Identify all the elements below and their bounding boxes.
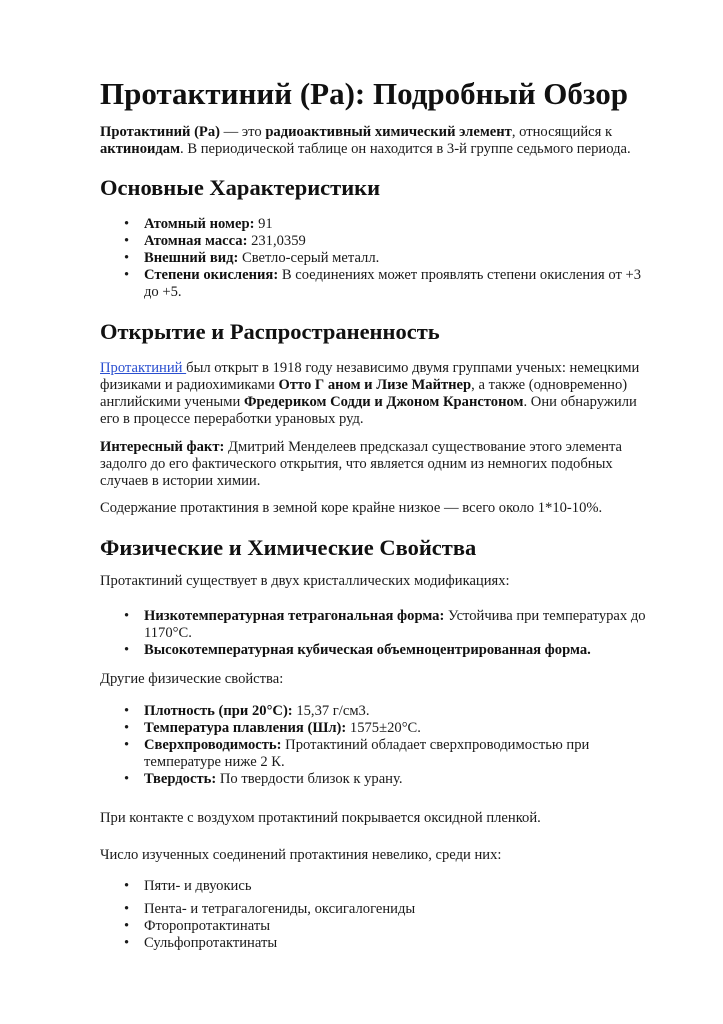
section-heading: Основные Характеристики [100,175,381,200]
list-item [120,703,650,720]
compounds-list [120,878,650,952]
bold-text: Отто Г аном и Лизе Майтнер [278,377,472,393]
list-item [120,233,650,250]
list-item [120,642,650,659]
paragraph: Другие физические свойства: [100,671,284,687]
text: . Они обнаружили его в процессе переработки урановых руд. [100,394,637,427]
characteristics-list [120,216,650,301]
list-item: • Пента- и тетрагалогениды, оксигалогениды [120,901,650,918]
list-item: • Сульфопротактинаты [120,935,650,952]
list-item: • Фторопротактинаты [120,918,650,935]
item-text: 15,37 г/см3. [292,703,370,719]
item-label: Низкотемпературная тетрагональная форма: [144,608,445,624]
list-item [120,267,650,301]
discovery-paragraph [100,360,648,428]
item-label: Температура плавления (Шл): [144,720,347,736]
intro-paragraph [100,124,648,158]
list-item [120,608,650,642]
item-text: 231,0359 [247,233,306,249]
item-text: 1575±20°C. [346,720,421,736]
page-title: Протактиний (Pa): Подробный Обзор [100,76,628,111]
list-item [120,250,650,267]
item-label: Плотность (при 20°C): [144,703,293,719]
list-item [120,720,650,737]
item-text: 91 [254,216,273,232]
section-heading: Открытие и Распространенность [100,319,440,344]
paragraph: Протактиний существует в двух кристаллических модификациях: [100,573,510,589]
bold-text: Фредериком Содди и Джоном Кранстоном [243,394,524,410]
paragraph: При контакте с воздухом протактиний покрывается оксидной пленкой. [100,810,541,826]
properties-list [120,703,650,788]
bold-text: актиноидам [100,141,181,157]
text: — это [220,124,266,140]
text: Дмитрий Менделеев предсказал существование этого элемента задолго до его фактического открытия, что является одним из немногих подобных случаев в истории химии. [100,439,622,489]
forms-list [120,608,650,659]
abundance-paragraph: Содержание протактиния в земной коре крайне низкое — всего около 1*10-10%. [100,500,603,516]
fact-paragraph [100,439,648,490]
bold-text: радиоактивный химический элемент [265,124,512,140]
item-text: Протактиний обладает сверхпроводимостью при температуре ниже 2 К. [144,737,590,770]
item-label: Сверхпроводимость: [144,737,282,753]
paragraph: Число изученных соединений протактиния невелико, среди них: [100,847,502,863]
item-text: Светло-серый металл. [238,250,380,266]
item-label: Внешний вид: [144,250,239,266]
section-heading: Физические и Химические Свойства [100,535,477,560]
list-item [120,771,650,788]
text: , относящийся к [511,124,613,140]
text: , а также (одновременно) английскими учеными [100,377,628,410]
item-label: Атомный номер: [144,216,255,232]
item-label: Высокотемпературная кубическая объемноцентрированная форма. [144,642,591,658]
list-item [120,737,650,771]
item-text: Устойчива при температурах до 1170°C. [144,608,646,641]
protactinium-link[interactable]: Протактиний [100,360,187,376]
text: был открыт в 1918 году независимо двумя группами ученых: немецкими физиками и радиохимиками [100,360,640,393]
list-item [120,216,650,233]
item-label: Атомная масса: [144,233,248,249]
item-label: Степени окисления: [144,267,279,283]
bold-text: Протактиний (Pa) [100,124,221,140]
item-text: По твердости близок к урану. [216,771,403,787]
list-item: • Пяти- и двуокись [120,878,650,895]
bold-text: Интересный факт: [100,439,225,455]
item-label: Твердость: [144,771,217,787]
item-text: В соединениях может проявлять степени окисления от +3 до +5. [144,267,641,300]
text: . В периодической таблице он находится в 3-й группе седьмого периода. [180,141,631,157]
